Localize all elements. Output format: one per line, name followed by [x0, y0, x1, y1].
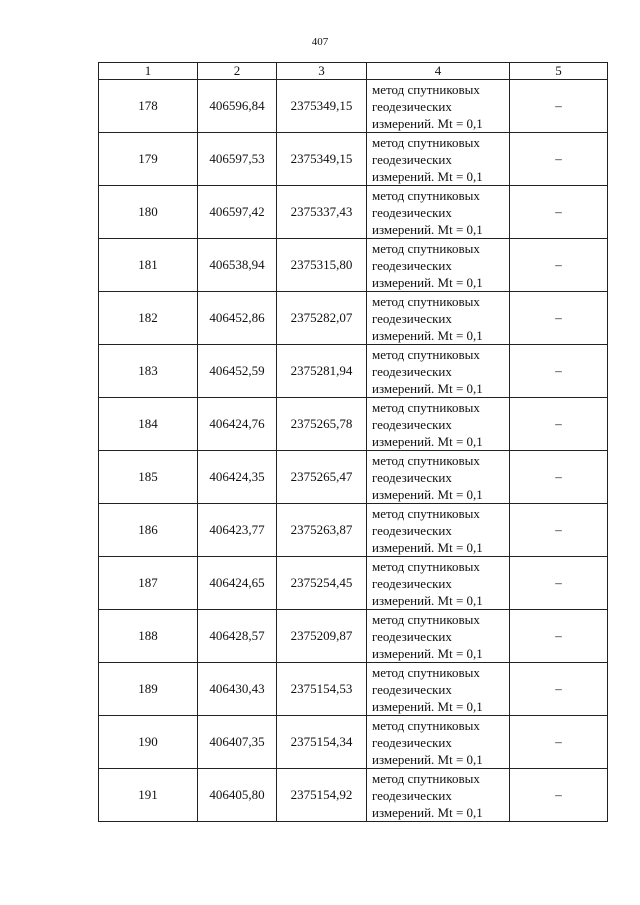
coordinate-y: 2375349,15 [277, 80, 367, 133]
coordinates-table [98, 62, 608, 822]
method-description [367, 239, 510, 292]
coordinate-x: 406407,35 [198, 716, 277, 769]
method-line: метод спутниковых [372, 81, 480, 97]
coordinate-y: 2375282,07 [277, 292, 367, 345]
table-row [99, 80, 608, 133]
method-line: геодезических [372, 734, 452, 750]
method-line: измерений. Mt = 0,1 [372, 327, 483, 343]
method-line: метод спутниковых [372, 452, 480, 468]
method-line: измерений. Mt = 0,1 [372, 380, 483, 396]
description-cell: – [510, 557, 608, 610]
method-description [367, 345, 510, 398]
description-cell: – [510, 610, 608, 663]
method-line: измерений. Mt = 0,1 [372, 751, 483, 767]
table-row [99, 292, 608, 345]
coordinate-y: 2375154,92 [277, 769, 367, 822]
description-cell: – [510, 345, 608, 398]
method-line: метод спутниковых [372, 293, 480, 309]
table-row [99, 186, 608, 239]
method-line: геодезических [372, 363, 452, 379]
column-header-1: 1 [99, 63, 198, 80]
description-cell: – [510, 504, 608, 557]
method-description [367, 716, 510, 769]
method-line: измерений. Mt = 0,1 [372, 221, 483, 237]
method-line: метод спутниковых [372, 611, 480, 627]
method-line: геодезических [372, 787, 452, 803]
coordinate-x: 406597,53 [198, 133, 277, 186]
coordinate-y: 2375337,43 [277, 186, 367, 239]
column-header-2: 2 [198, 63, 277, 80]
point-number: 190 [99, 716, 198, 769]
method-description [367, 663, 510, 716]
table-row [99, 769, 608, 822]
table-row [99, 345, 608, 398]
method-line: метод спутниковых [372, 399, 480, 415]
coordinate-x: 406405,80 [198, 769, 277, 822]
coordinate-x: 406538,94 [198, 239, 277, 292]
coordinate-x: 406452,59 [198, 345, 277, 398]
method-line: метод спутниковых [372, 187, 480, 203]
table-row [99, 557, 608, 610]
description-cell: – [510, 398, 608, 451]
method-line: метод спутниковых [372, 346, 480, 362]
point-number: 183 [99, 345, 198, 398]
description-cell: – [510, 292, 608, 345]
coordinate-x: 406430,43 [198, 663, 277, 716]
method-line: измерений. Mt = 0,1 [372, 592, 483, 608]
column-header-4: 4 [367, 63, 510, 80]
method-description [367, 504, 510, 557]
method-line: геодезических [372, 310, 452, 326]
table-row [99, 663, 608, 716]
method-line: геодезических [372, 98, 452, 114]
column-header-5: 5 [510, 63, 608, 80]
method-description [367, 133, 510, 186]
method-line: метод спутниковых [372, 770, 480, 786]
point-number: 178 [99, 80, 198, 133]
method-line: метод спутниковых [372, 505, 480, 521]
table-row [99, 610, 608, 663]
point-number: 189 [99, 663, 198, 716]
method-line: геодезических [372, 204, 452, 220]
table-row [99, 716, 608, 769]
description-cell: – [510, 133, 608, 186]
method-line: геодезических [372, 416, 452, 432]
point-number: 191 [99, 769, 198, 822]
point-number: 179 [99, 133, 198, 186]
table-body [99, 80, 608, 822]
coordinate-y: 2375209,87 [277, 610, 367, 663]
coordinate-x: 406424,65 [198, 557, 277, 610]
table-row [99, 398, 608, 451]
description-cell: – [510, 769, 608, 822]
point-number: 187 [99, 557, 198, 610]
description-cell: – [510, 716, 608, 769]
table-row [99, 504, 608, 557]
method-description [367, 610, 510, 663]
coordinate-x: 406424,76 [198, 398, 277, 451]
description-cell: – [510, 186, 608, 239]
method-description [367, 80, 510, 133]
method-line: метод спутниковых [372, 240, 480, 256]
method-line: измерений. Mt = 0,1 [372, 698, 483, 714]
method-line: геодезических [372, 575, 452, 591]
method-line: измерений. Mt = 0,1 [372, 168, 483, 184]
method-line: измерений. Mt = 0,1 [372, 433, 483, 449]
method-line: метод спутниковых [372, 558, 480, 574]
point-number: 185 [99, 451, 198, 504]
table-row [99, 239, 608, 292]
method-line: геодезических [372, 469, 452, 485]
method-description [367, 769, 510, 822]
method-line: геодезических [372, 628, 452, 644]
method-description [367, 186, 510, 239]
method-line: измерений. Mt = 0,1 [372, 486, 483, 502]
description-cell: – [510, 663, 608, 716]
coordinate-y: 2375154,53 [277, 663, 367, 716]
method-line: измерений. Mt = 0,1 [372, 804, 483, 820]
method-line: измерений. Mt = 0,1 [372, 274, 483, 290]
method-description [367, 292, 510, 345]
coordinate-y: 2375281,94 [277, 345, 367, 398]
point-number: 180 [99, 186, 198, 239]
coordinate-y: 2375315,80 [277, 239, 367, 292]
method-line: измерений. Mt = 0,1 [372, 645, 483, 661]
method-line: измерений. Mt = 0,1 [372, 539, 483, 555]
coordinate-y: 2375263,87 [277, 504, 367, 557]
table-row [99, 451, 608, 504]
coordinate-x: 406428,57 [198, 610, 277, 663]
coordinate-y: 2375254,45 [277, 557, 367, 610]
method-line: геодезических [372, 257, 452, 273]
table-row [99, 133, 608, 186]
method-line: геодезических [372, 522, 452, 538]
method-line: метод спутниковых [372, 664, 480, 680]
coordinate-y: 2375265,78 [277, 398, 367, 451]
coordinate-x: 406596,84 [198, 80, 277, 133]
point-number: 184 [99, 398, 198, 451]
coordinate-y: 2375154,34 [277, 716, 367, 769]
coordinate-y: 2375349,15 [277, 133, 367, 186]
point-number: 186 [99, 504, 198, 557]
method-description [367, 398, 510, 451]
method-description [367, 451, 510, 504]
point-number: 188 [99, 610, 198, 663]
coordinate-y: 2375265,47 [277, 451, 367, 504]
method-line: измерений. Mt = 0,1 [372, 115, 483, 131]
coordinate-x: 406452,86 [198, 292, 277, 345]
method-line: геодезических [372, 681, 452, 697]
coordinate-x: 406424,35 [198, 451, 277, 504]
method-line: геодезических [372, 151, 452, 167]
column-header-3: 3 [277, 63, 367, 80]
coordinate-x: 406423,77 [198, 504, 277, 557]
description-cell: – [510, 80, 608, 133]
description-cell: – [510, 451, 608, 504]
method-description [367, 557, 510, 610]
point-number: 181 [99, 239, 198, 292]
table-header-row [99, 63, 608, 80]
coordinate-x: 406597,42 [198, 186, 277, 239]
page-number: 407 [311, 36, 329, 48]
method-line: метод спутниковых [372, 134, 480, 150]
description-cell: – [510, 239, 608, 292]
point-number: 182 [99, 292, 198, 345]
method-line: метод спутниковых [372, 717, 480, 733]
